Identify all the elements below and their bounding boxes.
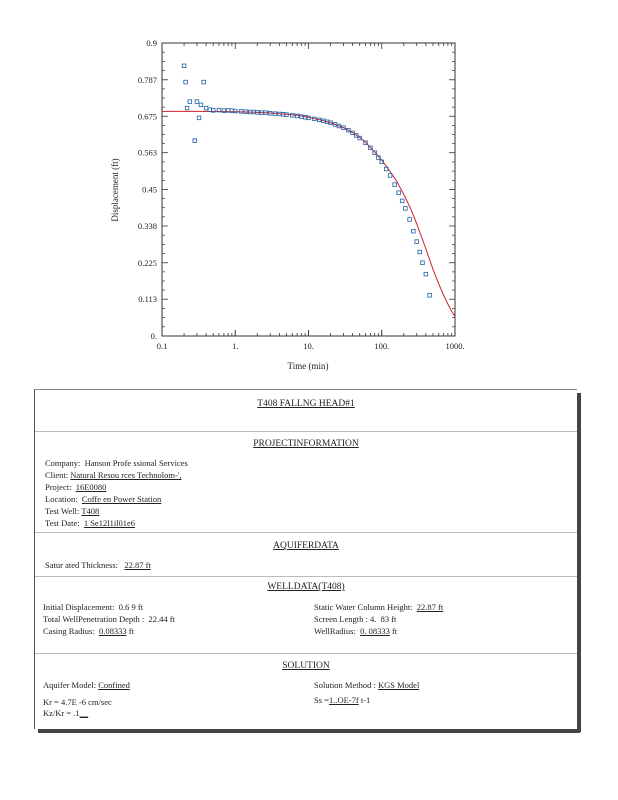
data-point	[415, 240, 419, 244]
project-line: Project: 16E0080	[45, 482, 107, 492]
well-section	[35, 576, 577, 654]
project-heading: PROJECTINFORMATION	[253, 439, 359, 449]
data-point	[188, 100, 192, 104]
report-box	[34, 389, 577, 729]
project-section	[35, 431, 577, 533]
x-tick-label: 0.1	[156, 341, 168, 351]
aquifer-section	[35, 532, 577, 577]
x-axis-label: Time (min)	[287, 361, 329, 371]
data-point	[393, 183, 397, 187]
data-point	[193, 139, 197, 143]
x-tick-label: 1.	[232, 341, 239, 351]
x-tick-label: 1000.	[445, 341, 465, 351]
report-shadow-bottom	[38, 729, 580, 733]
solution-heading: SOLUTION	[282, 661, 330, 671]
data-point	[182, 64, 186, 68]
report-shadow-right	[577, 393, 581, 732]
y-tick-label: 0.787	[137, 74, 157, 85]
data-point	[397, 191, 401, 195]
data-point	[408, 218, 412, 222]
data-point	[195, 100, 199, 104]
solution-section	[35, 653, 577, 729]
y-tick-label: 0.563	[137, 147, 157, 158]
y-tick-label: 0.113	[138, 294, 157, 305]
data-point	[428, 294, 432, 298]
well-heading: WELLDATA(T408)	[267, 582, 345, 592]
kz-kr-line: Kz/Kr = .1__	[43, 708, 89, 718]
fitted-curve	[162, 111, 455, 316]
data-point	[204, 106, 208, 110]
x-tick-label: 10.	[303, 341, 314, 351]
axis-tick-labels	[138, 38, 465, 351]
y-tick-label: 0.	[150, 331, 157, 341]
total-penetration-line: Total WellPenetration Depth : 22.44 ft	[43, 614, 175, 624]
client-line: Client: Natural Resou rces Technolom-',	[45, 470, 182, 480]
plot-frame	[162, 43, 455, 336]
displacement-chart	[0, 0, 618, 380]
fitted-curve-series	[162, 111, 455, 316]
location-line: Location: Coffe en Power Station	[45, 494, 162, 504]
static-water-column-line: Static Water Column Height: 22.87 ft	[314, 602, 444, 612]
test-date-line: Test Date: 1 Se12l1il01e6	[45, 518, 136, 528]
data-point	[202, 80, 206, 84]
saturated-thickness-line: Satur ated Thickness: 22.87 ft	[45, 560, 151, 570]
ss-line: Ss =1..OE-7f t-1	[314, 695, 371, 705]
axis-ticks	[162, 43, 455, 336]
title-section	[35, 390, 577, 432]
data-point	[404, 207, 408, 211]
y-axis-label: Displacement (ft)	[110, 158, 120, 222]
y-tick-label: 0.45	[142, 184, 157, 195]
data-point	[421, 261, 425, 265]
screen-length-line: Screen Length : 4. 83 ft	[314, 614, 397, 624]
aquifer-model-line: Aquifer Model: Confined	[43, 680, 130, 690]
y-tick-label: 0.225	[137, 257, 157, 268]
data-point	[197, 116, 201, 120]
kr-line: Kr = 4.7E -6 cm/sec	[43, 697, 112, 707]
test-well-line: Test Well: T408	[45, 506, 100, 516]
solution-method-line: Solution Method : KGS Model	[314, 680, 420, 690]
casing-radius-line: Casing Radius: 0.08333 ft	[43, 626, 134, 636]
y-tick-label: 0.338	[137, 220, 157, 231]
well-radius-line: WellRadius: 0. 08333 ft	[314, 626, 398, 636]
data-point	[199, 103, 203, 107]
observed-data-series	[182, 64, 431, 297]
y-tick-label: 0.675	[137, 111, 157, 122]
data-point	[184, 80, 188, 84]
company-line: Company: Hanson Profe ssional Services	[45, 458, 188, 468]
data-point	[400, 199, 404, 203]
y-tick-label: 0.9	[146, 38, 157, 48]
plot-border	[162, 43, 455, 336]
data-point	[418, 250, 422, 254]
data-point	[185, 106, 189, 110]
data-point	[412, 229, 416, 233]
x-tick-label: 100.	[374, 341, 390, 351]
aquifer-heading: AQUIFERDATA	[273, 541, 339, 551]
initial-displacement-line: Initial Displacement: 0.6 9 ft	[43, 602, 144, 612]
data-point	[424, 272, 428, 276]
report-title: T408 FALLNG HEAD#1	[257, 399, 355, 409]
